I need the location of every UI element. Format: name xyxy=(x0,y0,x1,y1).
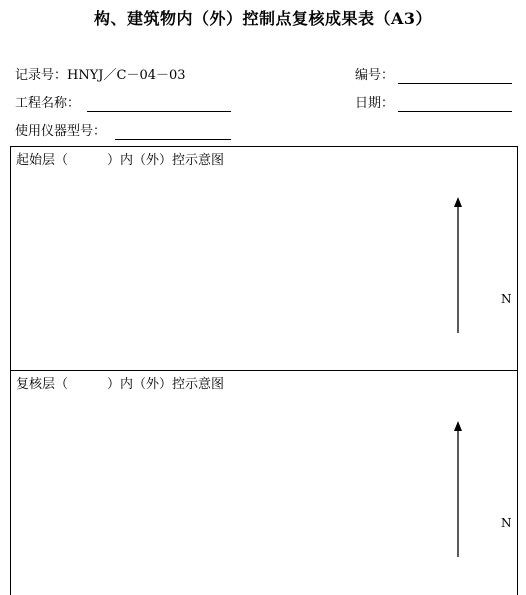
north-label: N xyxy=(501,516,512,530)
record-number-label: 记录号：HNYJ／C－04－03 xyxy=(15,68,186,83)
start-layer-diagram-label: 起始层（ ）内（外）控示意图 xyxy=(16,153,225,168)
number-field[interactable] xyxy=(398,83,512,84)
project-name-label: 工程名称： xyxy=(15,96,81,111)
date-field[interactable] xyxy=(398,111,512,112)
instrument-model-label: 使用仪器型号： xyxy=(15,124,107,139)
start-layer-diagram-panel[interactable] xyxy=(10,146,518,371)
date-label: 日期： xyxy=(355,96,395,111)
instrument-model-field[interactable] xyxy=(115,139,231,140)
north-label: N xyxy=(501,292,512,306)
recheck-layer-diagram-label: 复核层（ ）内（外）控示意图 xyxy=(16,377,225,392)
north-arrow-icon xyxy=(451,197,465,337)
page-title: 构、建筑物内（外）控制点复核成果表（A3） xyxy=(93,9,433,28)
project-name-field[interactable] xyxy=(87,111,231,112)
recheck-layer-diagram-panel[interactable] xyxy=(10,370,518,595)
number-label: 编号： xyxy=(355,68,395,83)
north-arrow-icon xyxy=(451,421,465,561)
